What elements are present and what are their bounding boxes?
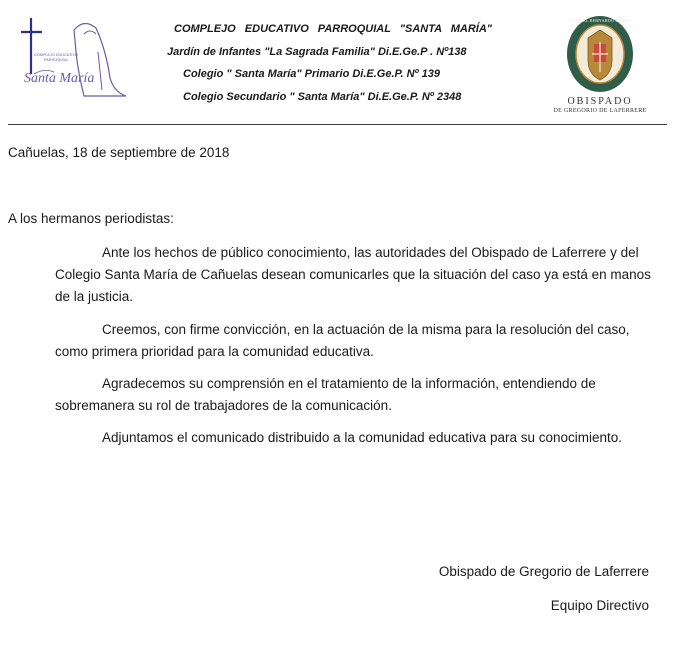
header-line-3: Colegio " Santa María" Primario Di.E.Ge.P. Nº 139 bbox=[183, 68, 440, 80]
svg-text:GABRIEL BERNARDO BARBA: GABRIEL BERNARDO BARBA bbox=[569, 18, 631, 23]
letter-greeting: A los hermanos periodistas: bbox=[8, 211, 174, 226]
paragraph-3 bbox=[55, 373, 655, 417]
svg-text:Santa María: Santa María bbox=[24, 71, 95, 86]
paragraph-4-text: Adjuntamos el comunicado distribuido a la comunidad educativa para su conocimiento. bbox=[102, 430, 623, 445]
paragraph-4 bbox=[55, 427, 655, 449]
svg-text:PARROQUIAL: PARROQUIAL bbox=[44, 58, 69, 62]
signature-directive-team: Equipo Directivo bbox=[550, 598, 649, 613]
paragraph-3-text: Agradecemos su comprensión en el tratamiento de la información, entendiendo de sobremanera su rol de trabajadores de la comunicación. bbox=[55, 376, 596, 413]
paragraph-1 bbox=[55, 242, 655, 308]
letter-date: Cañuelas, 18 de septiembre de 2018 bbox=[8, 145, 230, 160]
bishop-seal bbox=[565, 14, 635, 94]
school-header bbox=[140, 18, 530, 108]
seal-caption bbox=[535, 96, 665, 114]
signature-bishopric: Obispado de Gregorio de Laferrere bbox=[438, 564, 649, 579]
school-logo bbox=[14, 12, 132, 104]
header-line-4: Colegio Secundario " Santa María" Di.E.Ge.P. Nº 2348 bbox=[183, 90, 462, 103]
paragraph-2 bbox=[55, 319, 655, 363]
seal-caption-title: OBISPADO bbox=[567, 96, 633, 107]
paragraph-1-text: Ante los hechos de público conocimiento, las autoridades del Obispado de Laferrere y del Colegio Santa María de Cañuelas desean comunicarles que la situación del caso ya está en manos de la justicia. bbox=[55, 245, 651, 304]
svg-text:COMPLEJO EDUCATIVO: COMPLEJO EDUCATIVO bbox=[34, 53, 78, 57]
header-divider bbox=[8, 124, 667, 125]
paragraph-2-text: Creemos, con firme convicción, en la actuación de la misma para la resolución del caso, como primera prioridad para la comunidad educativa. bbox=[55, 322, 630, 359]
cross-and-virgin-outline-icon bbox=[14, 12, 132, 104]
seal-caption-subtitle: DE GREGORIO DE LAFERRERE bbox=[553, 108, 647, 114]
header-line-1: COMPLEJO EDUCATIVO PARROQUIAL "SANTA MARÍA" bbox=[174, 23, 492, 35]
bishop-seal-icon bbox=[565, 14, 635, 94]
header-line-2: Jardín de Infantes "La Sagrada Familia" Di.E.Ge.P . Nº138 bbox=[167, 45, 467, 58]
